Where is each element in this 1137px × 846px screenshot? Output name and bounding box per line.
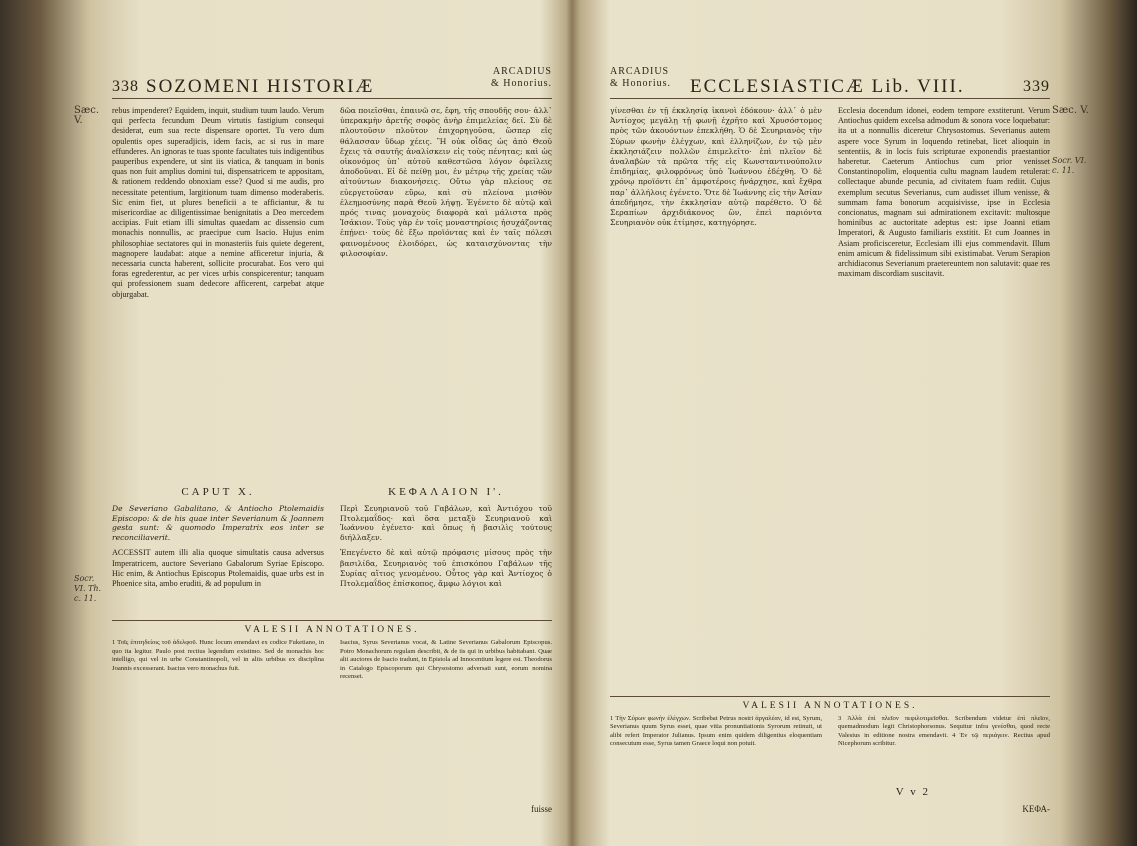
right-page <box>610 60 1089 820</box>
annotations-title: VALESII ANNOTATIONES. <box>112 620 552 635</box>
latin-text: Ecclesia docendum idonei, eodem tempore exstiterunt. Verum Antiochus quidem excelsa admodum & sonora voce loquebatur: ita ut a nonnullis diceretur Chrysostomus. Severianus autem aspere voce Syrum in loquendo retinebat, licet alioquin in sententiis, & in locis fuis scripturae exponendis praestantior haberetur. Caeterum Antiochus cum prior venisset Constantinopolim, eloquentia cultu magnam laudem retulerat: collectaque abunde pecunia, ad civitatem fuam rediit. Cujus exemplum secutus Severianus, cum audisset illum venisse, & summam fama bonorum acquisivisse, ipse in Ecclesia concionatus, magnam sui admirationem excitavit: multosque hominibus ac auctoritate adeptus est: ipse Joanni etiam Imperatori, & Augusto familiaris exstitit. Et cum Joannes in Asiam proficisceretur, Ecclesiam illi ejus commendavit. Illum enim amicum & fidelissimum sibi existimabat. Verum Serapion archidiaconus Severianum praetereuntem non salutavit: quae res maximam discordiam suscitavit. <box>838 106 1050 279</box>
margin-reference: Socr. VI. Th. c. 11. <box>74 574 102 603</box>
greek-column-bottom <box>340 548 552 610</box>
greek-column <box>340 106 552 476</box>
chapter-heading-latin: CAPUT X. <box>181 486 255 498</box>
greek-column <box>610 106 822 686</box>
annotation-column-a: 1 Τὴν Σύρων φωνὴν ἐλέγχων. Scribebat Petrus nostri ἀργαλέαν, id est, Syrum, Severianus quum Syrus esset, quae vitia pronuntiationis Syrorum retinuit, ut alibi refert Imperator Julianus. Ipsum enim quidem diligentius eloquentiam consecutum esse, Syrus tamen Graece loqui non potuit. <box>610 715 822 748</box>
right-running-head <box>610 60 1050 100</box>
greek-text: δῶα ποιεῖσθαι, ἐπαινῶ σε, ἔφη, τῆς σπουδῆς σου· ἀλλ᾽ ὑπερακμὴν ἀρετῆς σοφὸς ἀνὴρ ἐπιμελείας δεῖ. Σὺ δὲ πλουτοῦσιν πλοῦτον ἐπιχορηγοῦσα, ὥσπερ εἰς θάλασσαν ὕδωρ χέεις. Ἢ οὐκ οἶδας ὡς ἀπὸ Θεοῦ ἔχεις τὰ σαυτῆς ἀναλίσκειν εἰς τοὺς πένητας; καὶ ὡς οἰκονόμος ὑπ᾽ αὐτοῦ καθεστῶσα λόγον ὀφείλεις ἀποδοῦναι. Εἰ δὲ πείθῃ μοι, ἐν μέτρῳ τῆς χρείας τῶν αἰτούντων διακονήσεις. Οὕτω γὰρ πλείους σε εὐεργετοῦσαν εὕρω, καὶ σὺ πλείονα μισθὸν ἐλεημοσύνης παρὰ Θεοῦ λήψῃ. Ἐγένετο δὲ αὐτῷ καὶ πρός τινας μοναχοὺς διαφορὰ καὶ μάλιστα πρὸς Ἰσάκιον. Τοὺς γὰρ ἐν τοῖς μοναστηρίοις ἡσυχάζοντας ἐπῄνει· τοὺς δὲ ἔξω προϊόντας καὶ ἐν ταῖς πόλεσι φαινομένους ἐλοιδόρει, ὡς καταισχύνοντας τὴν φιλοσοφίαν. <box>340 106 552 258</box>
greek-text: γίνεσθαι ἐν τῇ ἐκκλησίᾳ ἱκανοὶ ἐδόκουν· ἀλλ᾽ ὁ μὲν Ἀντίοχος μεγάλῃ τῇ φωνῇ ἐχρῆτο καὶ Χρυσόστομος πρὸς τῶν ἀκουόντων ἐπεκλήθη. Ὁ δὲ Σευηριανὸς τὴν Σύρων φωνὴν ἐλέγχων, καὶ ἑλληνίζων, ἐν τῷ μὲν ἐκκλησιάζειν πολλῶν ἐπιμελεῖτο· ἐπὶ πλεῖον δὲ ἀναλαβὼν τὰ πρῶτα τῆς εἰς Κωνσταντινούπολιν ἐπιδημίας, φιλοφρόνως ὑπὸ Ἰωάννου ἐδέχθη. Ὁ δὲ χρόνῳ προϊόντι ἐπ᾽ ἀμφοτέροις ἠνάρχησε, καὶ ἔχθρα παρ᾽ ἀλλήλοις ἐγένετο. Ὅτε δὲ Ἰωάννης εἰς τὴν Ἀσίαν ἀπεδήμησε, τὴν ἐκκλησίαν αὐτῷ παρέθετο. Ὁ δὲ Σεραπίων ἀρχιδιάκονος ὢν, ἐπεὶ παριόντα Σευηριανὸν οὐκ ἐτίμησε, κατηγόρησε. <box>610 106 822 228</box>
emperor-line-2: & Honorius. <box>491 78 552 89</box>
running-title: ECCLESIASTICÆ Lib. VIII. <box>690 76 965 97</box>
annotations <box>610 715 1050 785</box>
catchword: ΚΕΦΑ- <box>1022 804 1050 814</box>
signature-mark: V v 2 <box>895 786 930 798</box>
head-rule <box>112 98 552 99</box>
latin-column <box>838 106 1050 686</box>
running-title: SOZOMENI HISTORIÆ <box>146 76 375 97</box>
emperor-line-2: & Honorius. <box>610 78 671 89</box>
text-columns <box>610 106 1050 686</box>
running-side-note <box>491 66 552 90</box>
head-rule <box>610 98 1050 99</box>
annotation-column-a: 1 Τοῖς ἐπιτηδείοις τοῦ ἀδελφοῦ. Hunc locum emendavi ex codice Fuketiano, in quo ita legitur. Paulo post rectius legendum existimo. Sed de monachis hoc intelligo, qui vel in urbe Constantinopoli, vel in aliis urbibus ex disciplina Joannis excesserant. Isacius vero monachus fuit. <box>112 639 324 672</box>
emperor-line-1: ARCADIUS <box>492 66 552 77</box>
latin-text-bottom: ACCESSIT autem illi alia quoque simultatis causa adversus Imperatricem, auctore Severiano Gabalorum Syriae Episcopo. Hic enim, & Antiochus Episcopus Ptolemaidis, quae urbs est in Phoenice sita, ambo eruditi, & ad populum in <box>112 548 324 588</box>
margin-century: Sæc. V. <box>74 105 100 126</box>
catchword: fuisse <box>531 804 552 814</box>
annotations-title: VALESII ANNOTATIONES. <box>610 696 1050 711</box>
margin-reference: Socr. VI. c. 11. <box>1052 156 1087 175</box>
chapter-heading-row <box>112 486 552 498</box>
page-number: 339 <box>1023 78 1050 95</box>
text-columns-top <box>112 106 552 476</box>
chapter-summary-latin: De Severiano Gabalitano, & Antiocho Ptolemaidis Episcopo: & de his quae inter Severianum & Joannem gesta sunt: & quomodo Imperatrix eos inter se reconciliaverit. <box>112 504 324 542</box>
chapter-summary-greek: Περὶ Σευηριανοῦ τοῦ Γαβάλων, καὶ Ἀντιόχου τοῦ Πτολεμαΐδος· καὶ ὅσα μεταξὺ Σευηριανοῦ καὶ Ἰωάννου ἐγένετο· καὶ ὅπως ἡ βασιλὶς τούτους διήλλαξεν. <box>340 504 552 542</box>
latin-column-bottom <box>112 548 324 610</box>
text-columns-bottom <box>112 548 552 610</box>
page-number: 338 <box>112 78 139 95</box>
latin-column <box>112 106 324 476</box>
left-running-head <box>112 60 552 100</box>
annotations <box>112 639 552 735</box>
annotation-column-b: Isacius, Syrus Severianus vocat, & Latine Severianus Gabalorum Episcopus. Potro Monachorum regulam describit, & de iis qui in urbibus habitabant. Quae alii auctores de Isacio tradunt, in Epistola ad Innocentium legere est. Theodorus in Catalogo Episcoporum qui Chrysostomo adversati sunt, eorum nomina recenset. <box>340 639 552 680</box>
chapter-heading-greek: ΚΕΦΑΛΑΙΟΝ Ι'. <box>388 486 504 498</box>
margin-century: Sæc. V. <box>1052 105 1089 116</box>
chapter-summary-row <box>112 504 552 542</box>
left-page <box>74 60 552 820</box>
latin-text: rebus impenderet? Equidem, inquit, studium tuum laudo. Verum qui perfecta fecundum Deum virtutis fastigium consequi desiderat, eum sua recte dispensare oportet. Tu vero dum opulentis opes superadjicis, idem facis, ac si rus in mare effunderes. An ignoras te tuas sponte facultates tuis indigentibus pauperibus expendere, ut sint iis viatica, & tanquam in bonis quas non fuit amplius domini tui, dispensatricem te appositam, & rationem reddendo obnoxiam esse? Quod si me audis, pro necessitate petentium, largitionum tuam dimenso moderaberis. Sic enim fiet, ut plures beneficii a te afficiantur, & tu misericordiae ac diligentissimae benignitatis a Deo mercedem accipias. Fuit etiam illi simultas quaedam ac dissensio cum monachis nonnullis, ac praecipue cum Isacio. Hujus enim philosophiae sectatores qui in monasteriis fuis quiete degerent, magnopere laudabat: atque a nemine afficeretur injuria, & necessaria cuncta haberent, sollicite procurabat. Eos vero qui foras egrederentur, ac per vices urbis conspicerentur; tanquam qui professionem suam dedecore afficerent, carpebat atque objurgabat. <box>112 106 324 299</box>
annotation-column-b: 3 Ἀλλὰ ἐπὶ πλεῖον πεφιλοτιμεῖσθαι. Scribendum videtur ἐπὶ πλεῖον, quemadmodum legit Christophorsonus. Sequitur infra γενέσθαι, quod recte Valesius in editione nostra emendavit. 4 Ἐν τῷ περιάγειν. Rectius apud Nicephorum scribitur. <box>838 715 1050 748</box>
running-side-note <box>610 66 671 90</box>
emperor-line-1: ARCADIUS <box>610 66 670 77</box>
greek-text-bottom: Ἐπεγένετο δὲ καὶ αὐτῷ πρόφασις μίσους πρὸς τὴν βασιλίδα, Σευηριανὸς τοῦ ἐπισκόπου Γαβάλων τῆς Συρίας αἴτιος γενομένου. Οὗτος γὰρ καὶ Ἀντίοχος ὁ Πτολεμαΐδος ἐπίσκοπος, ἄμφω λόγιοι καὶ <box>340 548 552 588</box>
